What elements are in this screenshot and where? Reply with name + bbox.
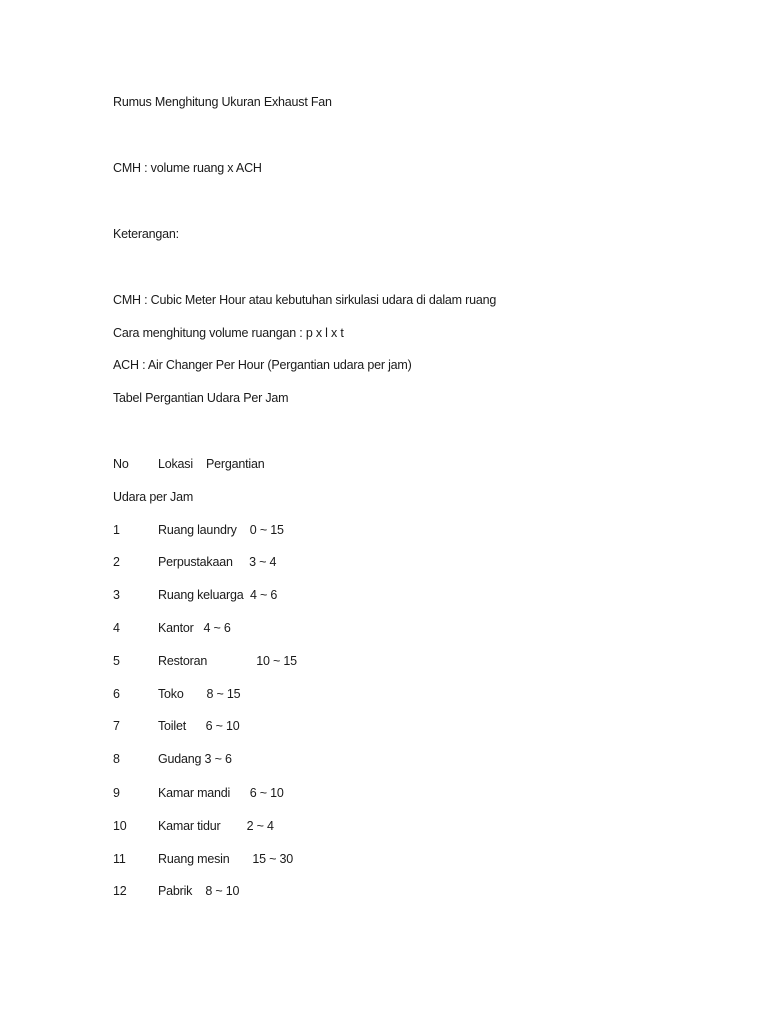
- table-row: [113, 620, 231, 636]
- note-table-title: Tabel Pergantian Udara Per Jam: [113, 391, 289, 405]
- note-ach: ACH : Air Changer Per Hour (Pergantian udara per jam): [113, 358, 412, 372]
- table-header-rest: Lokasi Pergantian: [158, 457, 265, 471]
- row-text: Gudang 3 ~ 6: [158, 752, 232, 766]
- table-row: [113, 785, 284, 801]
- row-text: Kantor 4 ~ 6: [158, 621, 231, 635]
- row-text: Toilet 6 ~ 10: [158, 719, 240, 733]
- row-no: 3: [113, 588, 120, 602]
- row-text: Ruang keluarga 4 ~ 6: [158, 588, 278, 602]
- row-no: 10: [113, 819, 127, 833]
- document-title: Rumus Menghitung Ukuran Exhaust Fan: [113, 95, 332, 109]
- table-header-no: No: [113, 457, 129, 471]
- row-no: 5: [113, 654, 120, 668]
- table-row: [113, 818, 274, 834]
- table-header: [113, 456, 265, 472]
- table-row: [113, 718, 240, 734]
- row-text: Restoran 10 ~ 15: [158, 654, 297, 668]
- note-cmh: CMH : Cubic Meter Hour atau kebutuhan sirkulasi udara di dalam ruang: [113, 293, 497, 307]
- row-no: 2: [113, 555, 120, 569]
- table-row: [113, 653, 297, 669]
- row-text: Ruang laundry 0 ~ 15: [158, 523, 284, 537]
- table-header-line2: Udara per Jam: [113, 490, 194, 504]
- row-no: 7: [113, 719, 120, 733]
- note-volume: Cara menghitung volume ruangan : p x l x t: [113, 326, 344, 340]
- row-no: 9: [113, 786, 120, 800]
- row-no: 1: [113, 523, 120, 537]
- row-no: 12: [113, 884, 127, 898]
- table-row: [113, 751, 232, 767]
- row-text: Kamar mandi 6 ~ 10: [158, 786, 284, 800]
- row-text: Ruang mesin 15 ~ 30: [158, 852, 294, 866]
- row-no: 4: [113, 621, 120, 635]
- row-text: Toko 8 ~ 15: [158, 687, 241, 701]
- row-no: 8: [113, 752, 120, 766]
- table-row: [113, 522, 284, 538]
- table-row: [113, 851, 294, 867]
- table-row: [113, 554, 277, 570]
- row-no: 6: [113, 687, 120, 701]
- row-text: Pabrik 8 ~ 10: [158, 884, 240, 898]
- formula-line: CMH : volume ruang x ACH: [113, 161, 262, 175]
- table-row: [113, 883, 240, 899]
- row-text: Perpustakaan 3 ~ 4: [158, 555, 277, 569]
- keterangan-heading: Keterangan:: [113, 227, 179, 241]
- row-no: 11: [113, 852, 126, 866]
- table-row: [113, 686, 241, 702]
- table-row: [113, 587, 278, 603]
- row-text: Kamar tidur 2 ~ 4: [158, 819, 274, 833]
